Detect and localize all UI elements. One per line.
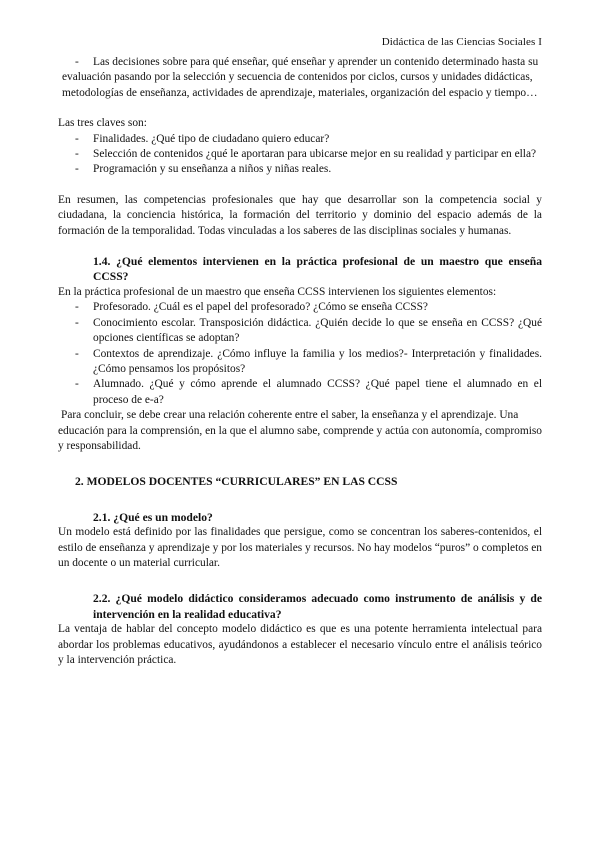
list-item: - Conocimiento escolar. Transposición didáctica. ¿Quién decide lo que se enseña en CCSS? ¿Qué opciones científicas se adoptan? bbox=[58, 316, 542, 347]
section-1-4-intro: En la práctica profesional de un maestro que enseña CCSS intervienen los siguientes elementos: bbox=[58, 285, 497, 298]
claves-list bbox=[58, 132, 542, 178]
section-2-2-body: La ventaja de hablar del concepto modelo didáctico es que es una potente herramienta intelectual para abordar los problemas educativos, ayudándonos a establecer el necesario vínculo entre el análisis teórico y la intervención práctica. bbox=[58, 623, 542, 666]
elements-list bbox=[58, 300, 542, 408]
list-item: - Contextos de aprendizaje. ¿Cómo influye la familia y los medios?- Interpretación y finalidades. ¿Cómo pensamos los propósitos? bbox=[58, 347, 542, 378]
list-item: - Las decisiones sobre para qué enseñar, qué enseñar y aprender un contenido determinado hasta su bbox=[58, 55, 542, 70]
section-heading-1-4: 1.4. ¿Qué elementos intervienen en la práctica profesional de un maestro que enseña CCSS? bbox=[93, 255, 542, 284]
list-item: - Programación y su enseñanza a niños y niñas reales. bbox=[58, 162, 542, 177]
running-header: Didáctica de las Ciencias Sociales I bbox=[381, 36, 542, 48]
list-item: - Finalidades. ¿Qué tipo de ciudadano quiero educar? bbox=[58, 132, 542, 147]
section-heading-2-2: 2.2. ¿Qué modelo didáctico consideramos adecuado como instrumento de análisis y de intervención en la realidad educativa? bbox=[93, 592, 542, 621]
intro-list bbox=[58, 55, 542, 70]
list-item: - Profesorado. ¿Cuál es el papel del profesorado? ¿Cómo se enseña CCSS? bbox=[58, 300, 542, 315]
page-content bbox=[58, 55, 542, 668]
list-item: - Alumnado. ¿Qué y cómo aprende el alumnado CCSS? ¿Qué papel tiene el alumnado en el proceso de e-a? bbox=[58, 377, 542, 408]
paragraph-continuation: metodologías de enseñanza, actividades de aprendizaje, materiales, organización del espacio y tiempo… bbox=[62, 86, 538, 99]
conclusion-paragraph: educación para la comprensión, en la que el alumno sabe, comprende y actúa con autonomía, compromiso y responsabilidad. bbox=[58, 424, 542, 452]
list-item: - Selección de contenidos ¿qué le aportaran para ubicarse mejor en su realidad y participar en ella? bbox=[58, 147, 542, 162]
section-heading-2: 2. MODELOS DOCENTES “CURRICULARES” EN LAS CCSS bbox=[75, 475, 398, 489]
paragraph-continuation: evaluación pasando por la selección y secuencia de contenidos por ciclos, cursos y unidades didácticas, bbox=[62, 71, 533, 84]
conclusion-line: Para concluir, se debe crear una relación coherente entre el saber, la enseñanza y el aprendizaje. Una bbox=[61, 409, 519, 422]
resumen-paragraph: En resumen, las competencias profesionales que hay que desarrollar son la competencia social y ciudadana, la conciencia histórica, la formación del territorio y dominio del espacio además de la formación de la temporalidad. Todas vinculadas a los saberes de las disciplinas sociales y humanas. bbox=[58, 193, 542, 237]
section-heading-2-1: 2.1. ¿Qué es un modelo? bbox=[93, 510, 213, 524]
claves-intro: Las tres claves son: bbox=[58, 117, 147, 130]
section-2-1-body: Un modelo está definido por las finalidades que persigue, como se concentran los saberes-contenidos, el estilo de enseñanza y aprendizaje y por los materiales y recursos. No hay modelos “puros” o completos en un docente o un material curricular. bbox=[58, 526, 542, 569]
